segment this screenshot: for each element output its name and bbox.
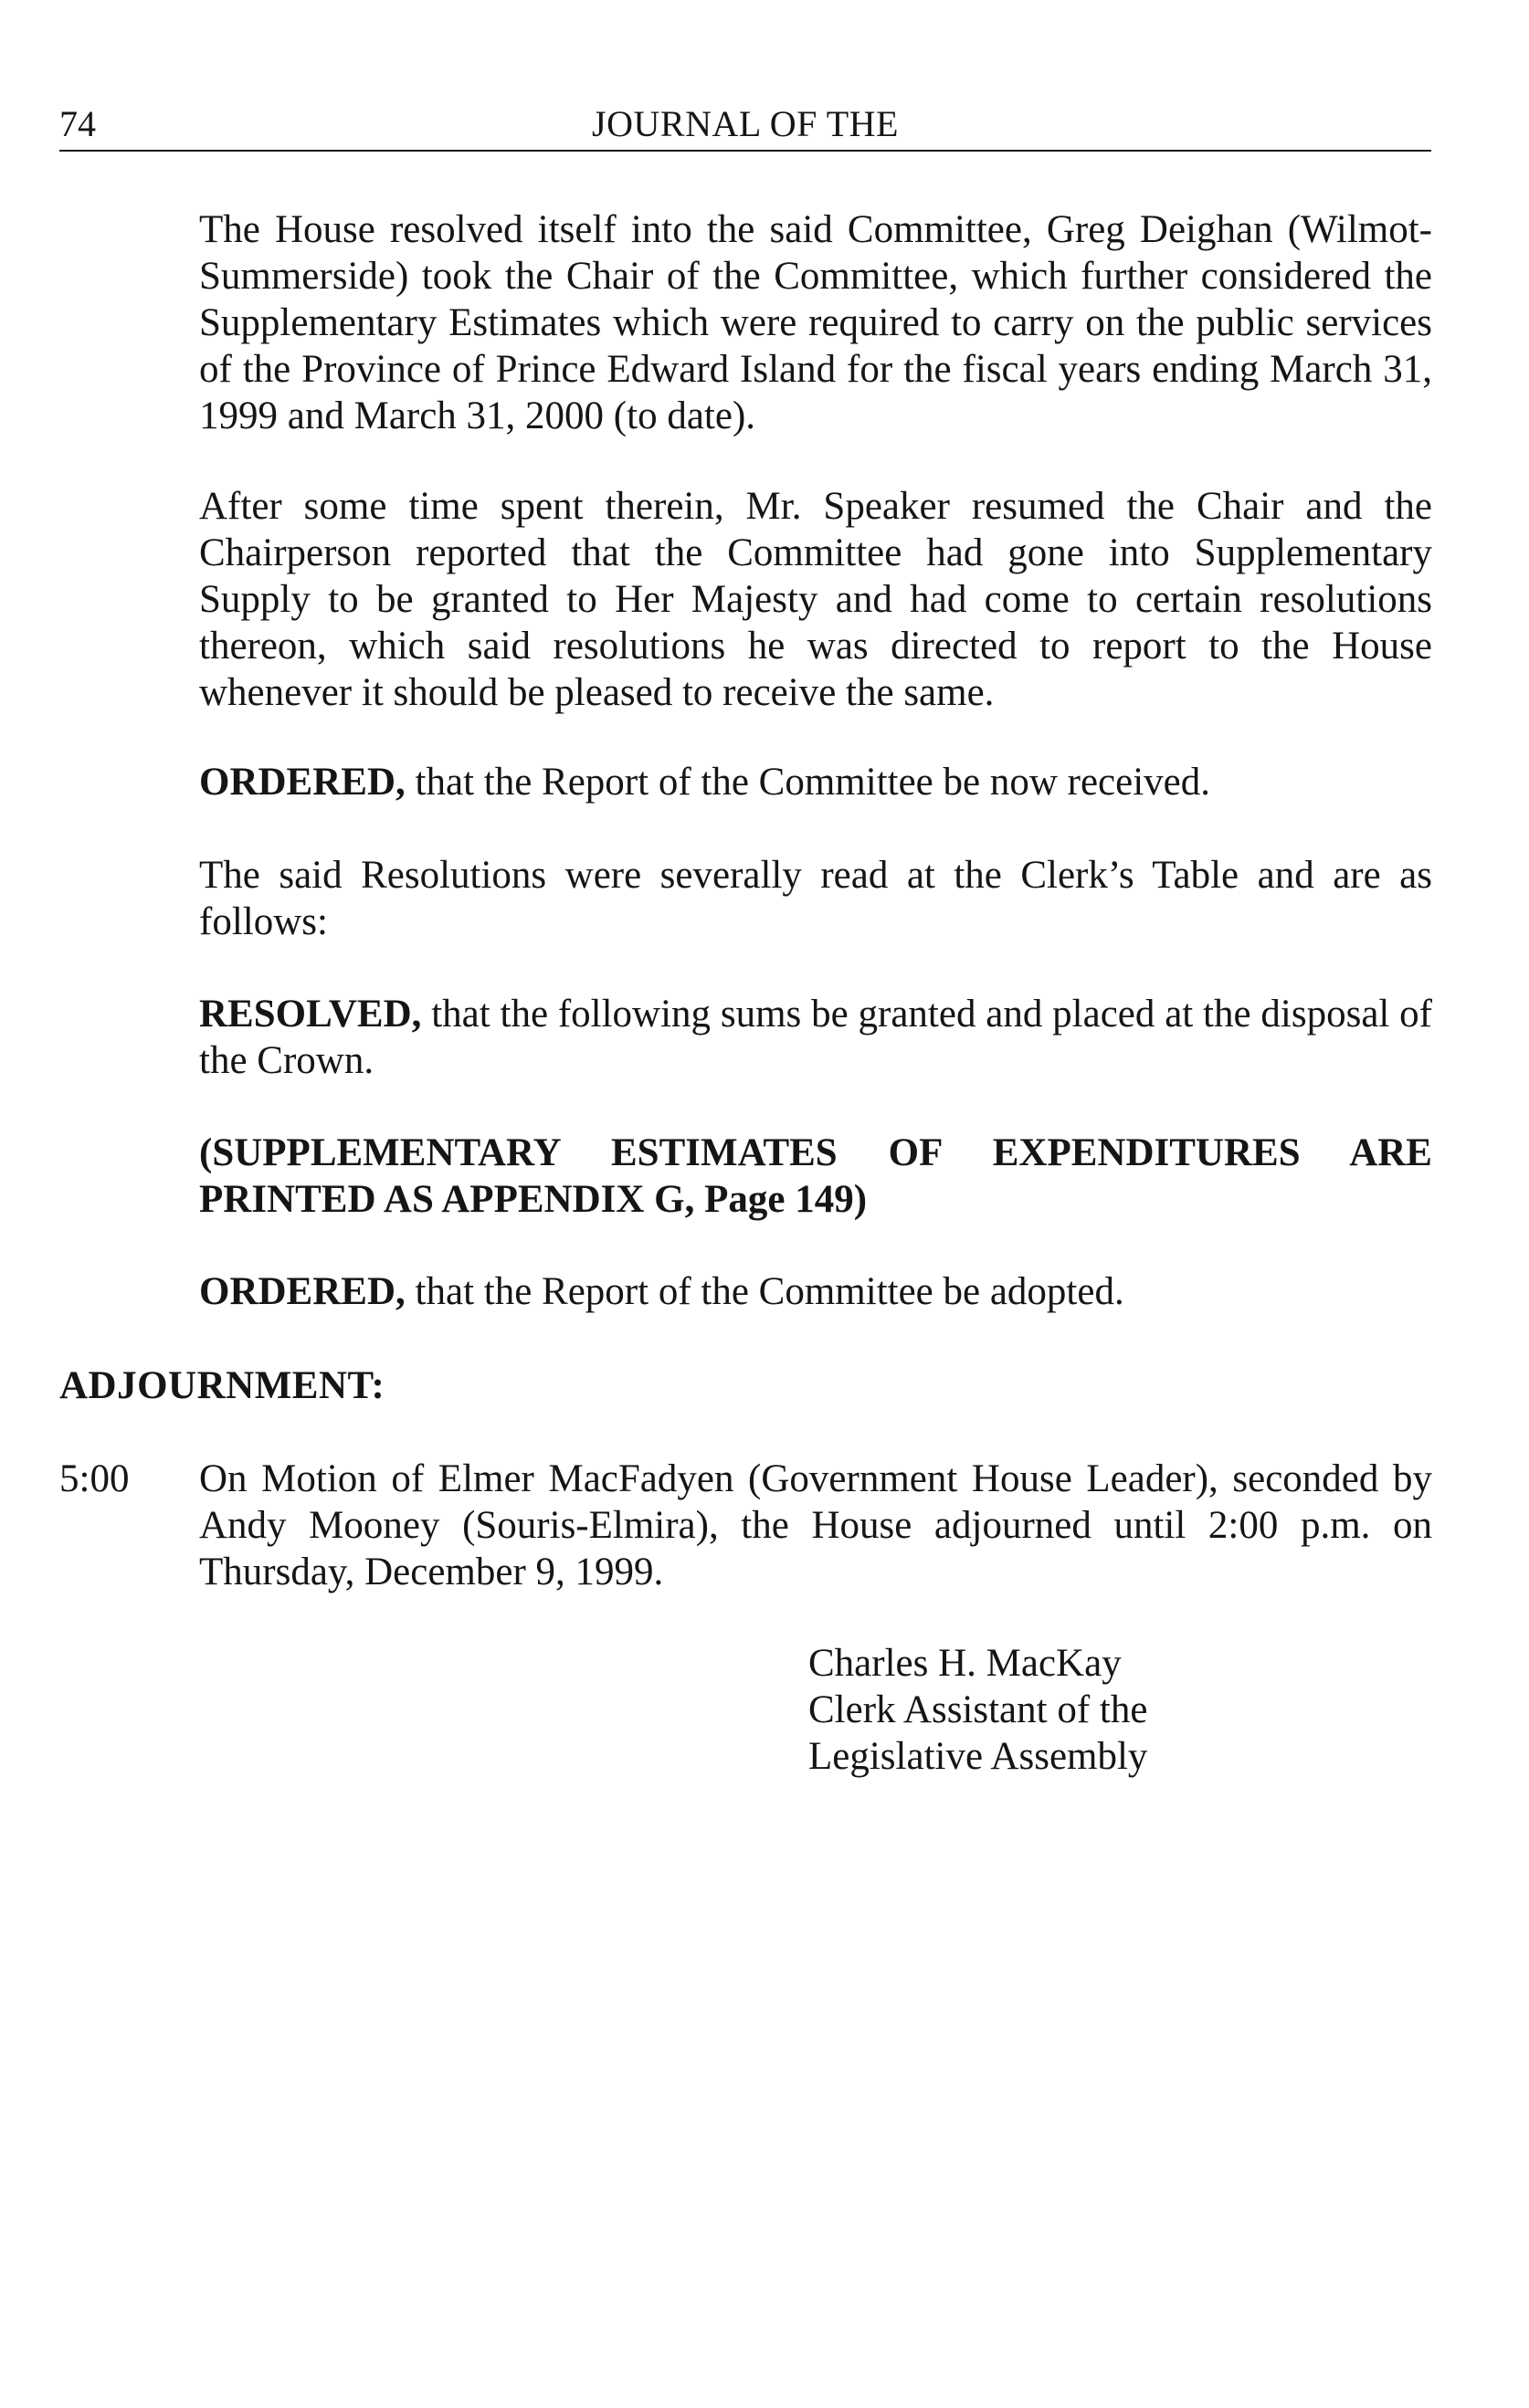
ordered-adopted-paragraph <box>199 1268 1432 1315</box>
ordered-label: ORDERED, <box>199 761 406 804</box>
signature-block <box>808 1640 1147 1780</box>
adjournment-motion: On Motion of Elmer MacFadyen (Government House Leader), seconded by Andy Mooney (Souris-Elmira), the House adjourned until 2:00 p.m. on Thursday, December 9, 1999. <box>199 1457 1432 1593</box>
adjournment-time: 5:00 <box>59 1457 130 1500</box>
resolved-paragraph <box>199 991 1432 1084</box>
signatory-title-line-1: Clerk Assistant of the <box>808 1688 1148 1731</box>
resolutions-read-paragraph: The said Resolutions were severally read at the Clerk’s Table and are as follows: <box>199 854 1432 943</box>
committee-paragraph: The House resolved itself into the said Committee, Greg Deighan (Wilmot-Summerside) took the Chair of the Committee, which further considered the Supplementary Estimates which were required to carry on the public services of the Province of Prince Edward Island for the fiscal years ending March 31, 1999 and March 31, 2000 (to date). <box>199 208 1432 437</box>
ordered-label: ORDERED, <box>199 1270 406 1313</box>
resolved-label: RESOLVED, <box>199 993 422 1036</box>
resolved-text: that the following sums be granted and placed at the disposal of the Crown. <box>199 993 1432 1082</box>
adjournment-heading: ADJOURNMENT: <box>59 1364 385 1407</box>
running-title: JOURNAL OF THE <box>592 103 899 144</box>
ordered-received-paragraph <box>199 759 1432 805</box>
page-header <box>59 102 1431 152</box>
report-paragraph: After some time spent therein, Mr. Speaker resumed the Chair and the Chairperson reported that the Committee had gone into Supplementary Supply to be granted to Her Majesty and had come to certain resolutions thereon, which said resolutions he was directed to report to the House whenever it should be pleased to receive the same. <box>199 485 1432 714</box>
signatory-title-line-2: Legislative Assembly <box>808 1735 1148 1778</box>
ordered-received-text: that the Report of the Committee be now received. <box>405 761 1211 804</box>
appendix-note: (SUPPLEMENTARY ESTIMATES OF EXPENDITURES ARE PRINTED AS APPENDIX G, Page 149) <box>199 1131 1432 1221</box>
page-number: 74 <box>59 103 96 144</box>
signatory-name: Charles H. MacKay <box>808 1642 1122 1685</box>
ordered-adopted-text: that the Report of the Committee be adopted. <box>405 1270 1124 1313</box>
